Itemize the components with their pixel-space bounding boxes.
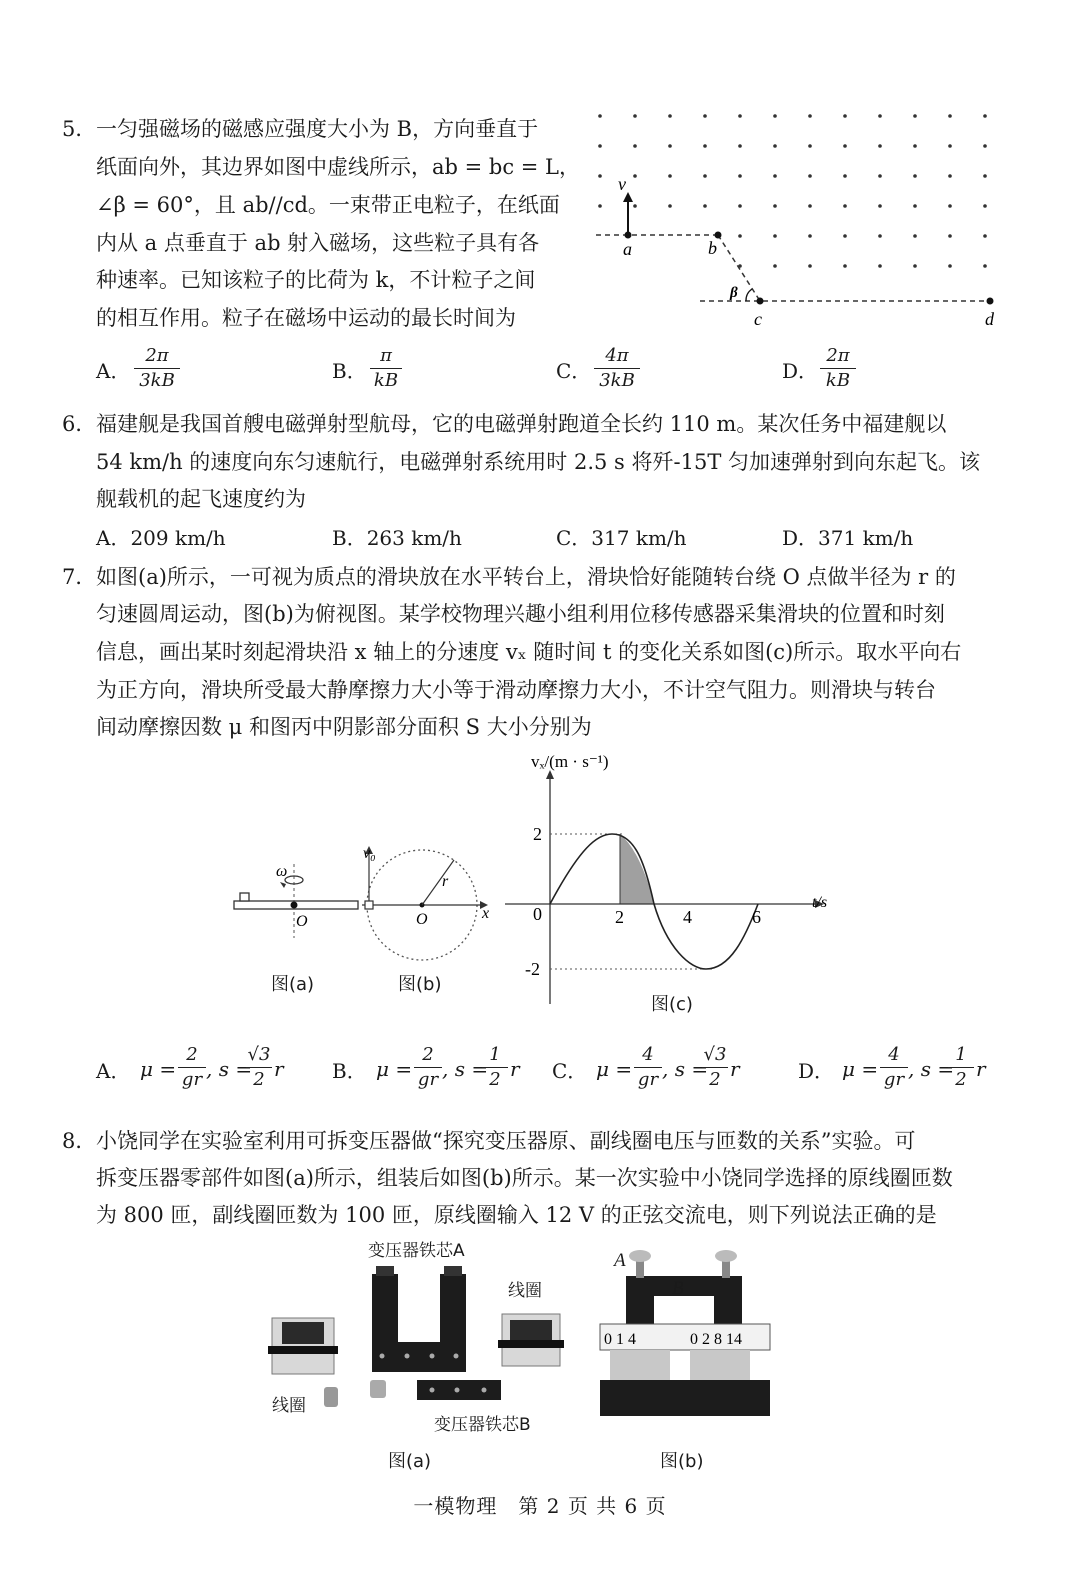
field-dot	[948, 234, 952, 238]
s-symbol: , s =	[442, 1057, 489, 1081]
q7-number: 7．	[62, 565, 97, 589]
s-symbol: , s =	[206, 1057, 253, 1081]
q7-option-label: C．	[552, 1059, 588, 1083]
fig-a-origin-label: O	[296, 913, 308, 930]
point-c-label: c	[754, 309, 762, 329]
s-symbol: , s =	[908, 1057, 955, 1081]
turntable-side-view	[228, 860, 363, 940]
q5-number: 5．	[62, 117, 97, 141]
radius-label: r	[442, 873, 449, 890]
q5-line-6: 的相互作用。粒子在磁场中运动的最长时间为	[96, 306, 516, 330]
q5-option-c-frac: 4π 3kB	[594, 345, 640, 392]
q8-number: 8．	[62, 1129, 97, 1153]
field-dot	[738, 204, 742, 208]
v0-label: v₀	[363, 845, 376, 862]
q5-line-4: 内从 a 点垂直于 ab 射入磁场，这些粒子具有各	[96, 231, 540, 255]
q7-line-1: 如图(a)所示，一可视为质点的滑块放在水平转台上，滑块恰好能随转台绕 O 点做半径为 r 的	[96, 565, 956, 589]
q6-option-a: A．209 km/h	[96, 526, 226, 550]
turntable-top-view	[358, 838, 498, 968]
field-dot	[598, 114, 602, 118]
field-dot	[808, 204, 812, 208]
field-dot	[668, 174, 672, 178]
q5-option-a-label: A．	[96, 359, 131, 383]
mu-fraction: 2 gr	[178, 1044, 206, 1091]
mu-symbol: μ =	[140, 1057, 177, 1081]
s-fraction: 1 2	[482, 1044, 508, 1091]
x-tick-6: 6	[752, 907, 761, 927]
s-fraction: 1 2	[948, 1044, 974, 1091]
field-dot	[913, 144, 917, 148]
field-dot	[948, 204, 952, 208]
field-dot	[703, 204, 707, 208]
q5-option-c-label: C．	[556, 359, 592, 383]
field-dot	[808, 234, 812, 238]
field-dot	[738, 114, 742, 118]
r-symbol: r	[730, 1057, 740, 1081]
field-dot	[948, 264, 952, 268]
label-a: A	[614, 1250, 626, 1271]
field-dot	[983, 234, 987, 238]
field-dot	[598, 204, 602, 208]
q5-option-b-frac: π kB	[370, 345, 402, 392]
field-dot	[773, 264, 777, 268]
field-dot	[633, 174, 637, 178]
field-dot	[843, 114, 847, 118]
field-dot	[808, 114, 812, 118]
field-dot	[843, 144, 847, 148]
mu-fraction: 4 gr	[880, 1044, 908, 1091]
q5-line-1: 一匀强磁场的磁感应强度大小为 B，方向垂直于	[96, 117, 539, 141]
r-symbol: r	[274, 1057, 284, 1081]
field-dot	[983, 204, 987, 208]
q7-line-4: 为正方向，滑块所受最大静摩擦力大小等于滑动摩擦力大小，不计空气阻力。则滑块与转台	[96, 678, 936, 702]
q6-number: 6．	[62, 412, 97, 436]
r-symbol: r	[976, 1057, 986, 1081]
y-tick-2: 2	[533, 824, 542, 844]
fig-c-caption: 图(c)	[651, 994, 693, 1015]
field-dot	[808, 264, 812, 268]
field-dot	[948, 174, 952, 178]
field-dot	[668, 204, 672, 208]
q7-option-label: A．	[96, 1059, 131, 1083]
q5-line-5: 种速率。已知该粒子的比荷为 k，不计粒子之间	[96, 268, 536, 292]
field-dot	[843, 264, 847, 268]
q8-line-2: 拆变压器零部件如图(a)所示，组装后如图(b)所示。某一次实验中小饶同学选择的原线圈匝数	[96, 1166, 953, 1190]
q6-line-1: 福建舰是我国首艘电磁弹射型航母，它的电磁弹射跑道全长约 110 m。某次任务中福建舰以	[96, 412, 947, 436]
shaded-area	[620, 834, 654, 904]
field-dot	[668, 114, 672, 118]
field-dot	[633, 144, 637, 148]
s-fraction: √3 2	[247, 1044, 271, 1090]
field-dot	[773, 114, 777, 118]
mu-symbol: μ =	[842, 1057, 879, 1081]
x-axis-label: x	[482, 905, 490, 922]
field-dot	[703, 144, 707, 148]
graph-x-label: t/s	[812, 894, 828, 911]
transformer-parts-photo	[262, 1232, 572, 1437]
field-dot	[598, 144, 602, 148]
mu-fraction: 2 gr	[414, 1044, 442, 1091]
core-a-label: 变压器铁芯A	[368, 1241, 465, 1261]
omega-label: ω	[276, 863, 288, 880]
field-dot	[738, 234, 742, 238]
page-footer: 一模物理 第 2 页 共 6 页	[413, 1494, 667, 1518]
field-dot	[878, 174, 882, 178]
right-scale: 0 2 8 14	[690, 1331, 742, 1348]
q7-line-2: 匀速圆周运动，图(b)为俯视图。某学校物理兴趣小组利用位移传感器采集滑块的位置和时刻	[96, 602, 945, 626]
field-dot	[843, 174, 847, 178]
field-dot	[878, 114, 882, 118]
q6-option-b: B．263 km/h	[332, 526, 462, 550]
q6-line-3: 舰载机的起飞速度约为	[96, 487, 306, 511]
q6-option-d: D．371 km/h	[782, 526, 914, 550]
mu-symbol: μ =	[596, 1057, 633, 1081]
magnetic-field-diagram	[590, 108, 1010, 333]
fig-b-caption: 图(b)	[398, 974, 442, 995]
q7-line-5: 间动摩擦因数 μ 和图丙中阴影部分面积 S 大小分别为	[96, 715, 592, 739]
field-dot	[913, 174, 917, 178]
coil-left-label: 线圈	[272, 1396, 306, 1416]
mu-fraction: 4 gr	[634, 1044, 662, 1091]
field-dot	[633, 204, 637, 208]
field-dot	[703, 174, 707, 178]
q7-line-3: 信息，画出某时刻起滑块沿 x 轴上的分速度 vₓ 随时间 t 的变化关系如图(c)所示。取水平向右	[96, 640, 962, 664]
fig-b-origin-label: O	[416, 911, 428, 928]
label-b: B	[672, 1278, 684, 1299]
field-dot	[598, 174, 602, 178]
field-dot	[843, 204, 847, 208]
field-dot	[703, 114, 707, 118]
y-tick-neg2: -2	[525, 959, 540, 979]
field-dot	[878, 264, 882, 268]
field-dot	[843, 234, 847, 238]
field-dot	[773, 204, 777, 208]
field-dot	[983, 174, 987, 178]
field-dot	[983, 264, 987, 268]
v-label: v	[618, 174, 626, 194]
point-d-label: d	[985, 309, 994, 329]
field-dot	[738, 144, 742, 148]
q5-line-2: 纸面向外，其边界如图中虚线所示，ab = bc = L，	[96, 155, 581, 179]
field-dot	[948, 144, 952, 148]
beta-label: β	[730, 285, 738, 301]
field-dot	[773, 144, 777, 148]
field-dot	[633, 114, 637, 118]
core-b-label: 变压器铁芯B	[434, 1415, 531, 1435]
field-dot	[913, 204, 917, 208]
point-b-label: b	[708, 238, 717, 258]
velocity-time-graph	[505, 748, 845, 1010]
field-dot	[808, 174, 812, 178]
field-dot	[913, 234, 917, 238]
fig-a-caption: 图(a)	[271, 974, 315, 995]
q5-line-3: ∠β = 60°，且 ab//cd。一束带正电粒子，在纸面	[96, 193, 560, 217]
field-dot	[738, 174, 742, 178]
point-a-label: a	[623, 239, 632, 259]
q7-option-label: B．	[332, 1059, 367, 1083]
q6-line-2: 54 km/h 的速度向东匀速航行，电磁弹射系统用时 2.5 s 将歼-15T 匀加速弹射到向东起飞。该	[96, 450, 981, 474]
q8-line-1: 小饶同学在实验室利用可拆变压器做“探究变压器原、副线圈电压与匝数的关系”实验。可	[96, 1129, 916, 1153]
graph-y-label: vₓ/(m · s⁻¹)	[531, 752, 609, 771]
field-dot	[913, 114, 917, 118]
field-dot	[983, 144, 987, 148]
q6-option-c: C．317 km/h	[556, 526, 687, 550]
q8-fig-b-caption: 图(b)	[660, 1451, 704, 1472]
x-tick-4: 4	[683, 907, 692, 927]
mu-symbol: μ =	[376, 1057, 413, 1081]
field-dot	[773, 234, 777, 238]
q5-option-d-label: D．	[782, 359, 819, 383]
field-dot	[773, 174, 777, 178]
y-tick-0: 0	[533, 904, 542, 924]
q5-option-a-frac: 2π 3kB	[134, 345, 180, 392]
s-symbol: , s =	[662, 1057, 709, 1081]
r-symbol: r	[510, 1057, 520, 1081]
field-dot	[948, 114, 952, 118]
s-fraction: √3 2	[703, 1044, 727, 1090]
left-scale: 0 1 4	[604, 1331, 636, 1348]
q7-option-label: D．	[798, 1059, 835, 1083]
q5-option-d-frac: 2π kB	[820, 345, 856, 392]
q8-fig-a-caption: 图(a)	[388, 1451, 432, 1472]
field-dot	[878, 144, 882, 148]
field-dot	[878, 204, 882, 208]
field-dot	[878, 234, 882, 238]
field-dot	[668, 144, 672, 148]
q5-option-b-label: B．	[332, 359, 367, 383]
field-dot	[808, 144, 812, 148]
q8-line-3: 为 800 匝，副线圈匝数为 100 匝，原线圈输入 12 V 的正弦交流电，则下列说法正确的是	[96, 1203, 937, 1227]
field-dot	[913, 264, 917, 268]
x-tick-2: 2	[615, 907, 624, 927]
field-dot	[983, 114, 987, 118]
coil-right-label: 线圈	[508, 1281, 542, 1301]
